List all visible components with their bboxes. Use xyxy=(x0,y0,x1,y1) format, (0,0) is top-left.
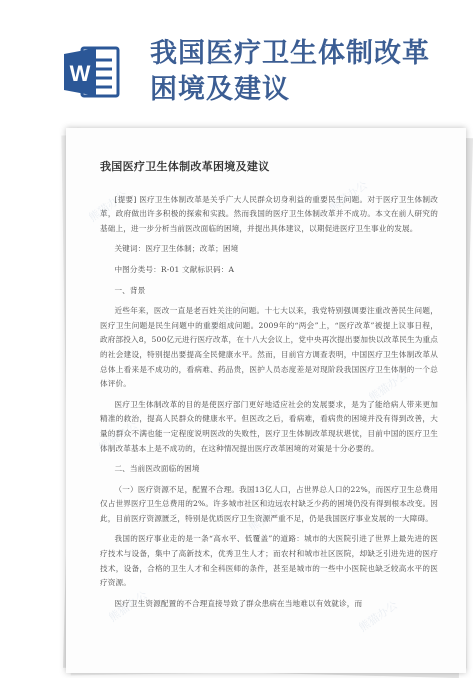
watermark-text: 熊猫办公 xyxy=(246,498,291,535)
watermark-text: 熊猫办公 xyxy=(106,588,151,625)
document-title: 我国医疗卫生体制改革困境及建议 xyxy=(100,160,270,173)
headline-line-2: 困境及建议 xyxy=(150,74,290,105)
body-paragraph: （一）医疗资源不足，配置不合理。我国13亿人口，占世界总人口的22%，而医疗卫生总费用仅占世界医疗卫生总费用的2%。许多城市社区和边远农村缺乏少药的困境仍没有得到根本改变。因此，目前医疗资源匮乏，特别是优质医疗卫生资源严重不足，仍是我国医疗事业发展的一大障碍。 xyxy=(100,484,438,523)
document-page xyxy=(66,128,466,673)
abstract-paragraph: [提要] 医疗卫生体制改革是关乎广大人民群众切身利益的重要民生问题。对于医疗卫生体制改革，政府做出许多积极的探索和实践。然而我国的医疗卫生体制改革并不成功。本文在前人研究的基础上，进一步分析当前医改面临的困境，并提出具体建议，以期促进医疗卫生事业的发展。 xyxy=(100,194,438,233)
body-paragraph: 近些年来，医改一直是老百姓关注的问题。十七大以来，我党特别强调要注重改善民生问题，医疗卫生问题是民生问题中的重要组成问题。2009年的“两会”上，“医疗改革”被提上议事日程，政府部投入8，500亿元进行医疗改革，在十八大会议上，党中央再次提出要加快以改革民生为重点的社会建设，特别提出要提高全民健康水平。然而，目前官方调查表明，中国医疗卫生体制改革从总体上看来是不成功的，看病难、药品贵，医护人员态度差是对现阶段我国医疗卫生体制的一个总体评价。 xyxy=(100,306,438,389)
watermark-text: 熊猫办公 xyxy=(356,598,401,635)
document-body xyxy=(100,160,438,611)
body-paragraph: 我国的医疗事业走的是一条“高水平、低覆盖”的道路：城市的大医院引进了世界上最先进的医疗技术与设备，集中了高新技术，优秀卫生人才；而农村和城市社区医院，却缺乏引进先进的医疗技术，设备，合格的卫生人才和全科医师的条件，甚至是城市的一些中小医院也缺乏较高水平的医疗资源。 xyxy=(100,534,438,588)
watermark-text: 熊猫办公 xyxy=(366,368,411,405)
section-heading: 一、背景 xyxy=(114,285,146,295)
watermark-text: 熊猫办公 xyxy=(206,298,251,335)
section-heading: 二、当前医改面临的困境 xyxy=(114,464,200,474)
header-banner xyxy=(0,0,474,135)
headline-line-1: 我国医疗卫生体制改革 xyxy=(150,38,430,69)
headline xyxy=(150,36,460,108)
watermark-text: 熊猫办公 xyxy=(96,418,141,455)
keywords-line: 关键词：医疗卫生体制；改革；困境 xyxy=(114,244,239,254)
word-document-icon xyxy=(62,44,120,100)
classification-line: 中图分类号：R-01 文献标识码：A xyxy=(114,264,235,274)
body-paragraph: 医疗卫生体制改革的目的是使医疗部门更好地适应社会的发展要求，是为了能给病人带来更加精准的救治，提高人民群众的健康水平。但医改之后，看病难，看病贵的困境并没有得到改善，大量的群众不满也能一定程度说明医改的失败性，医疗卫生体制改革现状堪忧，目前中国的医疗卫生体制改革基本上是不成功的，在这种情况提出医疗改革困境的对策是十分必要的。 xyxy=(100,399,438,453)
watermark-text: 熊猫办公 xyxy=(326,178,371,215)
word-logo-letter: W xyxy=(69,61,91,86)
body-paragraph: 医疗卫生资源配置的不合理直接导致了群众患病在当地难以有效就诊，而 xyxy=(114,598,363,608)
watermark-text: 熊猫办公 xyxy=(86,188,131,225)
